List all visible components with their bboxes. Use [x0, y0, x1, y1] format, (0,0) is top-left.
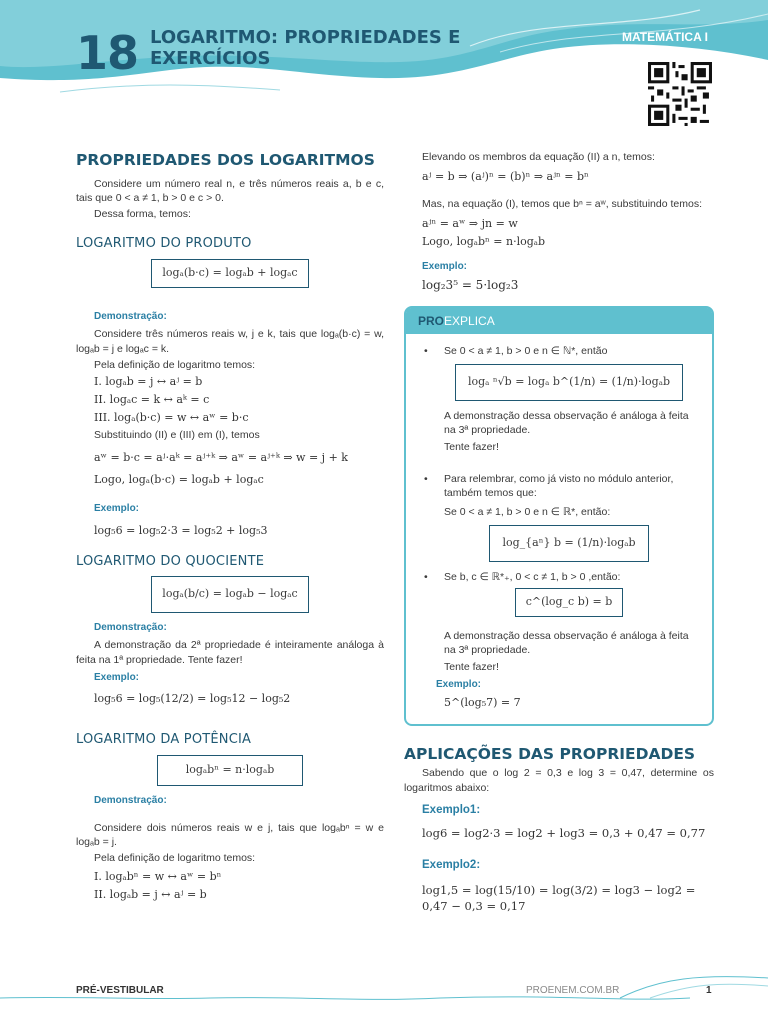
step-produto-1: I. logₐb = j ↔ aʲ = b — [94, 374, 203, 388]
formula-quociente: logₐ(b/c) = logₐb − logₐc — [151, 576, 308, 613]
bullet-1: • Se 0 < a ≠ 1, b > 0 e n ∈ ℕ*, então — [416, 344, 702, 358]
right-column — [404, 150, 714, 917]
bullet-2-cond: Se 0 < a ≠ 1, b > 0 e n ∈ ℝ*, então: — [444, 505, 611, 518]
aplicacoes-intro: Sabendo que o log 2 = 0,3 e log 3 = 0,47, determine os logaritmos abaixo: — [404, 767, 714, 794]
bullet-3-note: A demonstração dessa observação é análoga à feita na 3ª propriedade. — [444, 629, 689, 656]
example-label-proexplica: Exemplo: — [436, 679, 482, 691]
bullet-3: • Se b, c ∈ ℝ*₊, 0 < c ≠ 1, b > 0 ,então: — [416, 570, 702, 584]
intro-text: Considere um número real n, e três números reais a, b e c, tais que 0 < a ≠ 1, b > 0 e c > 0. — [76, 177, 384, 205]
left-column — [76, 150, 384, 906]
elevando-text: Elevando os membros da equação (II) a n, temos: — [422, 151, 655, 163]
example-label-potencia: Exemplo: — [422, 260, 468, 272]
subst-text: Substituindo (II) e (III) em (I), temos — [94, 429, 260, 442]
intro-text-2: Dessa forma, temos: — [94, 208, 191, 221]
example-produto: log₅6 = log₅2·3 = log₅2 + log₅3 — [94, 523, 268, 537]
formula-exp-log: c^(log_c b) = b — [515, 588, 624, 617]
step-produto-2: II. logₐc = k ↔ aᵏ = c — [94, 392, 210, 406]
bullet-3-try: Tente fazer! — [444, 661, 499, 673]
demo-text-potencia: Considere dois números reais w e j, tais que logₐbⁿ = w e logₐb = j. — [76, 822, 384, 849]
bullet-2: • Para relembrar, como já visto no módulo anterior, também temos que: — [416, 472, 702, 500]
proexplica-box — [404, 306, 714, 726]
footer-left-label: PRÉ-VESTIBULAR — [76, 985, 164, 996]
demo-text-quociente: A demonstração da 2ª propriedade é inteiramente análoga à feita na 1ª propriedade. Tente fazer! — [76, 639, 384, 666]
chapter-title: LOGARITMO: PROPRIEDADES E EXERCÍCIOS — [150, 27, 461, 69]
subsection-produto: LOGARITMO DO PRODUTO — [76, 236, 252, 252]
section-title-aplicacoes: APLICAÇÕES DAS PROPRIEDADES — [404, 744, 696, 763]
proexplica-head-rest: EXPLICA — [444, 313, 495, 328]
mas-text: Mas, na equação (I), temos que bⁿ = aʷ, substituindo temos: — [422, 198, 702, 211]
demo-def-produto: Pela definição de logaritmo temos: — [94, 358, 256, 371]
proexplica-header — [406, 308, 712, 334]
example2-label: Exemplo2: — [422, 858, 481, 871]
example-label-produto: Exemplo: — [94, 503, 140, 515]
section-title-propriedades: PROPRIEDADES DOS LOGARITMOS — [76, 151, 375, 169]
example-potencia: log₂3⁵ = 5·log₂3 — [422, 278, 519, 293]
step-potencia-2: II. logₐb = j ↔ aʲ = b — [94, 888, 207, 902]
qr-code-icon — [648, 62, 712, 126]
example-label-quociente: Exemplo: — [94, 671, 140, 683]
subsection-potencia: LOGARITMO DA POTÊNCIA — [76, 732, 252, 748]
example1-label: Exemplo1: — [422, 803, 481, 816]
step-produto-3: III. logₐ(b·c) = w ↔ aʷ = b·c — [94, 410, 249, 424]
subject-label: MATEMÁTICA I — [622, 30, 708, 44]
formula-produto: logₐ(b·c) = logₐb + logₐc — [151, 259, 308, 288]
chain-produto: aʷ = b·c = aʲ·aᵏ = aʲ⁺ᵏ ⇒ aʷ = aʲ⁺ᵏ ⇒ w = j + k — [94, 450, 348, 464]
demo-text-produto: Considere três números reais w, j e k, tais que logₐ(b·c) = w, logₐb = j e logₐc = k. — [76, 328, 384, 355]
bullet-1-note: A demonstração dessa observação é análoga à feita na 3ª propriedade. — [444, 409, 689, 436]
example2: log1,5 = log(15/10) = log(3/2) = log3 − log2 = 0,47 − 0,3 = 0,17 — [422, 883, 696, 913]
chapter-number: 18 — [76, 26, 139, 80]
demo-def-potencia: Pela definição de logaritmo temos: — [94, 852, 256, 865]
example1: log6 = log2·3 = log2 + log3 = 0,3 + 0,47 = 0,77 — [422, 826, 706, 841]
example-quociente: log₅6 = log₅(12/2) = log₅12 − log₅2 — [94, 692, 291, 706]
mas-formula: aʲⁿ = aʷ ⇒ jn = w — [422, 217, 518, 231]
proexplica-head-bold: PRO — [418, 313, 445, 328]
logo-produto: Logo, logₐ(b·c) = logₐb + logₐc — [94, 473, 264, 487]
demo-label-potencia: Demonstração: — [94, 794, 167, 806]
footer-site-link[interactable]: PROENEM.COM.BR — [526, 985, 620, 996]
demo-label-produto: Demonstração: — [94, 310, 167, 322]
page-number: 1 — [706, 985, 712, 996]
demo-label-quociente: Demonstração: — [94, 621, 167, 633]
formula-raiz: logₐ ⁿ√b = logₐ b^(1/n) = (1/n)·logₐb — [455, 364, 683, 401]
example-proexplica: 5^(log₅7) = 7 — [444, 695, 521, 709]
step-potencia-1: I. logₐbⁿ = w ↔ aʷ = bⁿ — [94, 869, 222, 883]
bullet-1-try: Tente fazer! — [444, 441, 499, 454]
formula-base-potencia: log_{aⁿ} b = (1/n)·logₐb — [489, 525, 648, 562]
subsection-quociente: LOGARITMO DO QUOCIENTE — [76, 553, 265, 569]
elevando-formula: aʲ = b ⇒ (aʲ)ⁿ = (b)ⁿ ⇒ aʲⁿ = bⁿ — [422, 170, 589, 184]
formula-potencia: logₐbⁿ = n·logₐb — [157, 755, 303, 786]
logo-potencia: Logo, logₐbⁿ = n·logₐb — [422, 235, 546, 249]
